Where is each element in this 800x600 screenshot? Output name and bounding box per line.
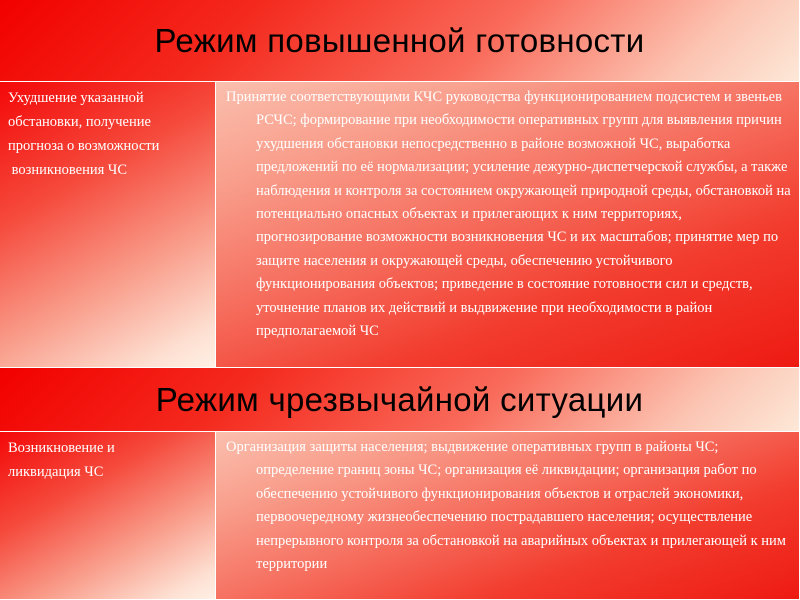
condition-line: ликвидация ЧС — [8, 464, 104, 480]
section2-condition-cell — [0, 432, 216, 600]
condition-line: возникновения ЧС — [8, 162, 128, 178]
condition-line: Ухудшение указанной — [8, 90, 144, 106]
section2-header — [0, 368, 800, 432]
section2-condition — [8, 436, 209, 484]
condition-line: прогноза о возможности — [8, 138, 160, 154]
section1-condition — [8, 86, 209, 182]
section1-title: Режим повышенной готовности — [154, 21, 645, 59]
section2-measures: Организация защиты населения; выдвижение оперативных групп в районы ЧС; определение границ зоны ЧС; организация её ликвидации; организация работ по обеспечению устойчивого функционирования объектов и отраслей экономики, первоочередному жизнеобеспечению пострадавшего населения; осуществление непрерывного контроля за обстановкой на аварийных объектах и прилегающей к ним территории — [226, 439, 786, 573]
section1-measures-cell — [216, 82, 800, 368]
condition-line: обстановки, получение — [8, 114, 151, 130]
section1-condition-cell — [0, 82, 216, 368]
section2-measures-cell — [216, 432, 800, 600]
condition-line: Возникновение и — [8, 440, 115, 456]
section2-title: Режим чрезвычайной ситуации — [155, 380, 644, 418]
section1-measures: Принятие соответствующими КЧС руководства функционированием подсистем и звеньев РСЧС; формирование при необходимости оперативных групп для выявления причин ухудшения обстановки непосредственно в районе возможной ЧС, выработка предложений по её нормализации; усиление дежурно-диспетчерской службы, а также наблюдения и контроля за состоянием окружающей природной среды, обстановкой на потенциально опасных объектах и прилегающих к ним территориях, прогнозирование возможности возникновения ЧС и их масштабов; принятие мер по защите населения и окружающей среды, обеспечению устойчивого функционирования объектов; приведение в состояние готовности сил и средств, уточнение планов их действий и выдвижение при необходимости в район предполагаемой ЧС — [226, 89, 791, 340]
section1-header — [0, 0, 800, 82]
